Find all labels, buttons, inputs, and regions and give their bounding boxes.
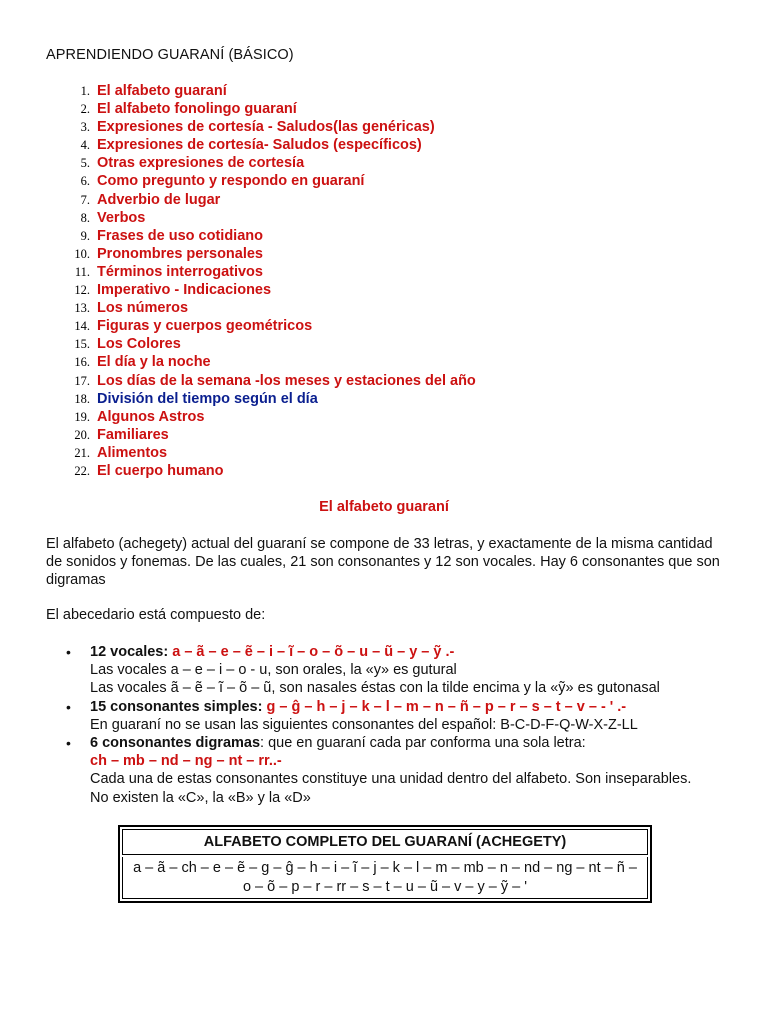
toc-item-label: Familiares [97, 426, 169, 443]
alphabet-bullets [66, 643, 746, 807]
intro-paragraph: El alfabeto (achegety) actual del guaraní se compone de 33 letras, y exactamente de la misma cantidad de sonidos y fonemas. De las cuales, 21 son consonantes y 12 son vocales. Hay 6 consonantes que son digramas [46, 536, 720, 589]
toc-item-number: 3. [80, 120, 90, 135]
section-title: El alfabeto guaraní [319, 499, 449, 515]
table-of-contents [60, 82, 476, 480]
toc-item-number: 17. [74, 373, 90, 388]
toc-item[interactable] [60, 82, 476, 100]
alphabet-table-row [122, 857, 648, 899]
bullet-line: En guaraní no se usan las siguientes consonantes del español: B-C-D-F-Q-W-X-Z-LL [90, 716, 638, 733]
toc-item-number: 10. [74, 246, 90, 261]
toc-item[interactable] [60, 227, 476, 245]
toc-item-label: Verbos [97, 209, 146, 226]
toc-item[interactable] [60, 335, 476, 353]
toc-item-label: Como pregunto y respondo en guaraní [97, 173, 365, 190]
toc-item[interactable] [60, 118, 476, 136]
toc-item-number: 1. [80, 84, 90, 98]
toc-item-number: 12. [74, 283, 90, 298]
toc-item-label: División del tiempo según el día [97, 390, 318, 407]
toc-item-number: 15. [74, 337, 90, 352]
bullet-consonantes-digramas [66, 734, 746, 807]
bullet-line: Cada una de estas consonantes constituye una unidad dentro del alfabeto. Son inseparables. [90, 771, 692, 788]
toc-item-label: Expresiones de cortesía- Saludos (específicos) [97, 137, 422, 154]
toc-item-label: Pronombres personales [97, 245, 263, 262]
toc-item-number: 13. [74, 301, 90, 316]
toc-item-label: Imperativo - Indicaciones [97, 282, 272, 299]
abecedario-paragraph: El abecedario está compuesto de: [46, 607, 266, 623]
toc-item[interactable] [60, 245, 476, 263]
toc-item[interactable] [60, 426, 476, 444]
toc-item-label: Adverbio de lugar [97, 191, 221, 208]
alphabet-row-line: o – õ – p – r – rr – s – t – u – ũ – v – y – ỹ – ' [242, 878, 528, 895]
toc-item-label: Alimentos [97, 444, 168, 461]
toc-item-label: Otras expresiones de cortesía [97, 155, 305, 172]
toc-item-number: 20. [74, 427, 90, 442]
bullet-line: No existen la «C», la «B» y la «D» [90, 789, 311, 806]
toc-item[interactable] [60, 191, 476, 209]
toc-item-label: Los Colores [97, 336, 181, 353]
toc-item-number: 11. [74, 264, 90, 279]
bullet-letters: a – ã – e – ẽ – i – ĩ – o – õ – u – ũ – y – ỹ .- [172, 644, 455, 660]
toc-item-number: 2. [80, 102, 90, 117]
bullet-letters: g – ĝ – h – j – k – l – m – n – ñ – p – r – s – t – v – - ' .- [266, 698, 627, 715]
toc-item-number: 9. [80, 228, 90, 243]
toc-item[interactable] [60, 462, 476, 480]
toc-item-number: 7. [80, 192, 90, 207]
toc-item[interactable] [60, 100, 476, 118]
bullet-head-rest: : que en guaraní cada par conforma una sola letra: [260, 735, 586, 752]
toc-item-number: 22. [74, 463, 90, 478]
bullet-head: 6 consonantes digramas [90, 735, 261, 752]
toc-item[interactable] [60, 408, 476, 426]
bullet-letters: ch – mb – nd – ng – nt – rr..- [90, 753, 282, 770]
toc-item-label: Los días de la semana -los meses y estaciones del año [97, 372, 476, 389]
toc-item-label: Algunos Astros [97, 408, 205, 425]
toc-item-label: Frases de uso cotidiano [97, 227, 263, 244]
toc-item-number: 21. [74, 445, 90, 460]
bullet-icon: • [66, 698, 71, 715]
toc-item[interactable] [60, 444, 476, 462]
toc-item[interactable] [60, 281, 476, 299]
toc-item-number: 19. [74, 409, 90, 424]
toc-item-label: El día y la noche [97, 354, 211, 371]
toc-item[interactable] [60, 390, 476, 408]
alphabet-row-line: a – ã – ch – e – ẽ – g – ĝ – h – i – ĩ – j – k – l – m – mb – n – nd – ng – nt – ñ – [133, 860, 637, 876]
bullet-vocales [66, 643, 746, 698]
toc-item-label: El cuerpo humano [97, 462, 224, 479]
toc-item-number: 5. [80, 156, 90, 171]
toc-item-number: 4. [80, 138, 90, 153]
toc-item[interactable] [60, 263, 476, 281]
toc-item-label: El alfabeto guaraní [97, 83, 227, 99]
alphabet-table-header: ALFABETO COMPLETO DEL GUARANÍ (ACHEGETY) [122, 829, 648, 855]
toc-item-number: 18. [74, 391, 90, 406]
bullet-head: 15 consonantes simples: [90, 698, 267, 715]
toc-item-label: El alfabeto fonolingo guaraní [97, 101, 297, 118]
toc-item-number: 16. [74, 355, 90, 370]
bullet-line: Las vocales a – e – i – o - u, son orales, la «y» es gutural [90, 662, 457, 679]
alphabet-table [118, 825, 652, 903]
toc-item[interactable] [60, 372, 476, 390]
bullet-line: Las vocales ã – ẽ – ĩ – õ – ũ, son nasales éstas con la tilde encima y la «ỹ» es gutonasal [90, 680, 660, 697]
toc-item-number: 14. [74, 319, 90, 334]
toc-item-number: 8. [80, 210, 90, 225]
bullet-icon: • [66, 644, 71, 660]
toc-item[interactable] [60, 136, 476, 154]
toc-item[interactable] [60, 172, 476, 190]
bullet-icon: • [66, 735, 71, 752]
toc-item[interactable] [60, 353, 476, 371]
toc-item-label: Figuras y cuerpos geométricos [97, 318, 313, 335]
toc-item-label: Expresiones de cortesía - Saludos(las genéricas) [97, 119, 435, 136]
toc-item-label: Los números [97, 300, 189, 317]
bullet-consonantes-simples [66, 698, 746, 734]
bullet-head: 12 vocales: [90, 644, 173, 660]
toc-item-number: 6. [80, 174, 90, 189]
toc-item[interactable] [60, 209, 476, 227]
toc-item[interactable] [60, 154, 476, 172]
toc-item[interactable] [60, 299, 476, 317]
document-title: APRENDIENDO GUARANÍ (BÁSICO) [46, 47, 294, 63]
toc-item-label: Términos interrogativos [97, 263, 263, 280]
toc-item[interactable] [60, 317, 476, 335]
